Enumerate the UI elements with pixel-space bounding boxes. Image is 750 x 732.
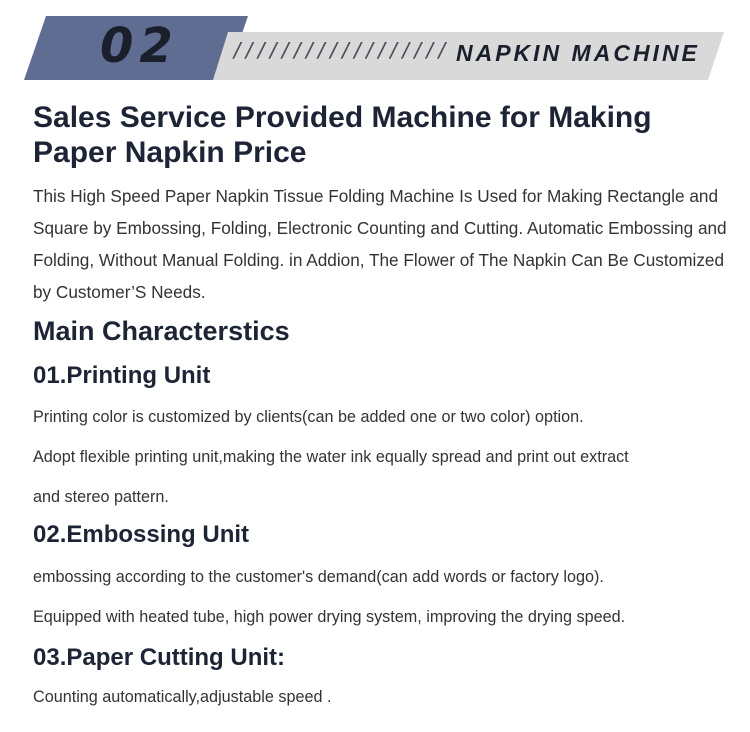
printing-line-3: and stereo pattern.	[33, 488, 169, 506]
embossing-line-1: embossing according to the customer's demand(can add words or factory logo).	[33, 568, 604, 586]
section-heading-embossing: 02.Embossing Unit	[33, 521, 250, 548]
section-banner	[0, 0, 750, 90]
section-heading-cutting: 03.Paper Cutting Unit:	[33, 644, 286, 671]
section-number: 02	[100, 18, 179, 74]
main-heading: Main Characterstics	[33, 316, 290, 346]
cutting-line-1: Counting automatically,adjustable speed .	[33, 688, 332, 706]
section-heading-printing: 01.Printing Unit	[33, 362, 211, 389]
printing-line-1: Printing color is customized by clients(can be added one or two color) option.	[33, 408, 584, 426]
printing-line-2: Adopt flexible printing unit,making the water ink equally spread and print out extract	[33, 448, 629, 466]
intro-paragraph: This High Speed Paper Napkin Tissue Folding Machine Is Used for Making Rectangle and Square by Embossing, Folding, Electronic Counting and Cutting. Automatic Embossing and Folding, Without Manual Folding. in Addion, The Flower of The Napkin Can Be Customized by Customer’S Needs.	[33, 186, 727, 302]
page-title: Sales Service Provided Machine for Making Paper Napkin Price	[33, 101, 652, 169]
banner-tag: NAPKIN MACHINE	[456, 40, 700, 66]
banner-slashes: //////////////////	[232, 38, 449, 62]
embossing-line-2: Equipped with heated tube, high power drying system, improving the drying speed.	[33, 608, 626, 626]
